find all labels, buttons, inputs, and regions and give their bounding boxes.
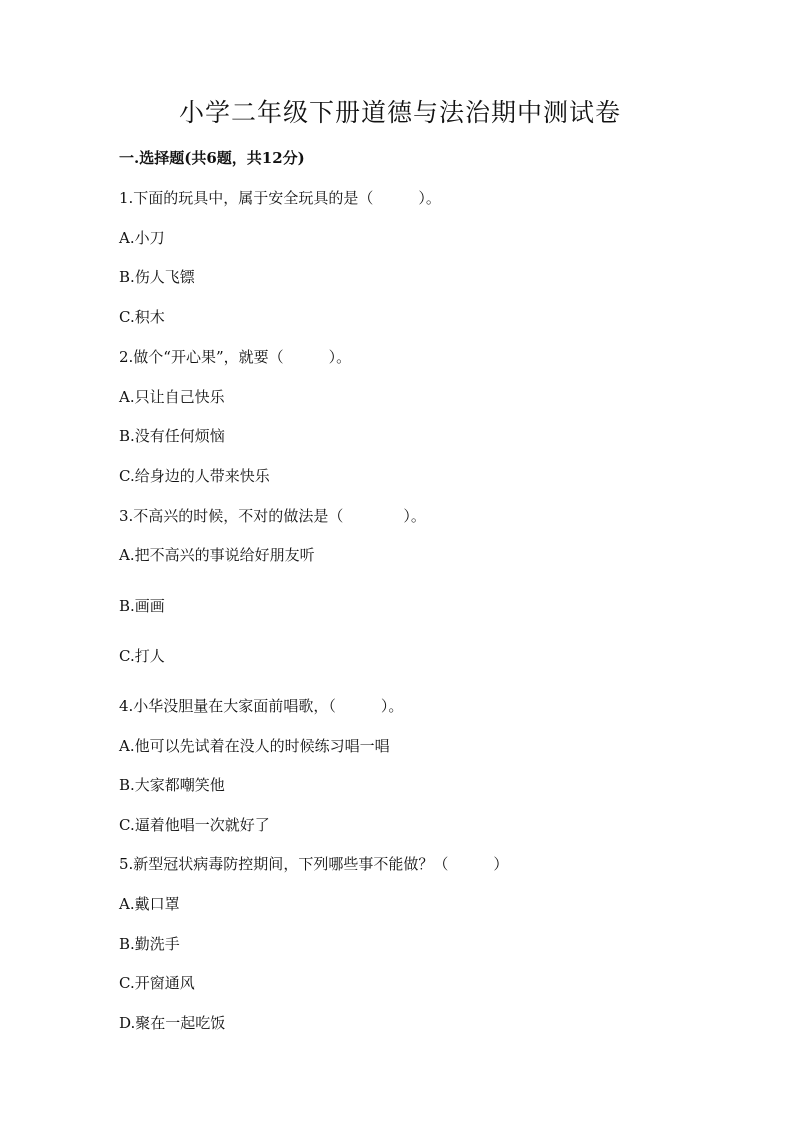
question-5-option-a: A.戴口罩	[119, 895, 180, 913]
question-5-option-c: C.开窗通风	[119, 974, 195, 992]
page-title: 小学二年级下册道德与法治期中测试卷	[178, 98, 621, 127]
question-4-option-c: C.逼着他唱一次就好了	[119, 816, 270, 834]
question-2-option-c: C.给身边的人带来快乐	[119, 467, 270, 485]
question-1-stem: 1.下面的玩具中，属于安全玩具的是（ ）。	[119, 189, 441, 207]
question-5-stem: 5.新型冠状病毒防控期间，下列哪些事不能做？（ ）	[119, 855, 509, 873]
question-4-option-b: B.大家都嘲笑他	[119, 776, 225, 794]
question-2-option-b: B.没有任何烦恼	[119, 427, 225, 445]
question-3-stem: 3.不高兴的时候，不对的做法是（ ）。	[119, 507, 426, 525]
question-1-option-a: A.小刀	[119, 229, 165, 247]
question-5-option-b: B.勤洗手	[119, 935, 180, 953]
question-1-option-b: B.伤人飞镖	[119, 268, 195, 286]
question-5-option-d: D.聚在一起吃饭	[119, 1014, 226, 1032]
question-3-option-a: A.把不高兴的事说给好朋友听	[119, 546, 315, 564]
question-1-option-c: C.积木	[119, 308, 165, 326]
question-3-option-c: C.打人	[119, 647, 165, 665]
section-heading: 一.选择题(共6题，共12分)	[119, 149, 305, 167]
question-3-option-b: B.画画	[119, 597, 165, 615]
question-4-option-a: A.他可以先试着在没人的时候练习唱一唱	[119, 737, 390, 755]
question-2-stem: 2.做个“开心果”，就要（ ）。	[119, 348, 352, 366]
question-4-stem: 4.小华没胆量在大家面前唱歌，（ ）。	[119, 697, 404, 715]
question-2-option-a: A.只让自己快乐	[119, 388, 225, 406]
